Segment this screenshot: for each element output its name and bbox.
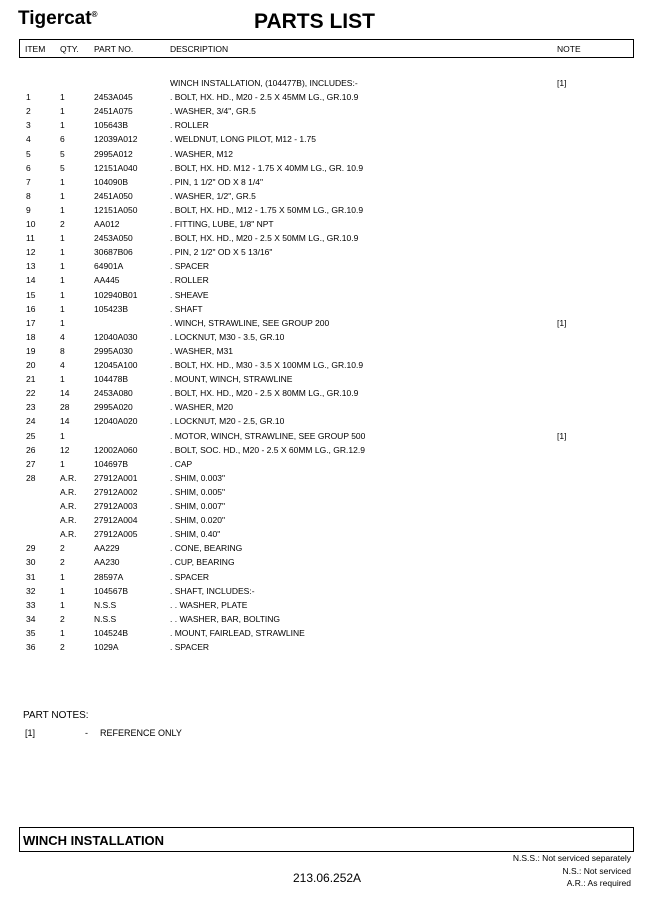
table-row	[0, 543, 653, 557]
table-row	[0, 431, 653, 445]
table-row	[0, 78, 653, 92]
row-item: 34	[26, 613, 36, 624]
row-item: 21	[26, 374, 36, 385]
table-row	[0, 346, 653, 360]
row-description: . BOLT, HX. HD. M12 - 1.75 X 40MM LG., GR. 10.9	[170, 162, 364, 173]
row-item: 10	[26, 219, 36, 229]
section-title-box	[19, 827, 634, 852]
row-item: 9	[26, 204, 31, 215]
row-item: 36	[26, 642, 36, 652]
row-item: 26	[26, 444, 36, 455]
row-part-no: 27912A003	[94, 501, 138, 511]
row-part-no: 27912A004	[94, 515, 138, 526]
row-qty: 1	[60, 247, 65, 258]
row-qty: 14	[60, 388, 70, 399]
row-description: . LOCKNUT, M30 - 3.5, GR.10	[170, 331, 285, 342]
row-part-no: 2995A012	[94, 148, 133, 159]
row-qty: 1	[60, 176, 65, 187]
row-description: . PIN, 2 1/2" OD X 5 13/16"	[170, 247, 273, 258]
row-item: 32	[26, 585, 36, 596]
row-qty: 5	[60, 148, 65, 159]
row-qty: 1	[60, 303, 65, 314]
row-part-no: 12045A100	[94, 360, 138, 370]
row-item: 30	[26, 557, 36, 568]
row-qty: 1	[60, 599, 65, 610]
row-part-no: 12039A012	[94, 134, 138, 145]
row-part-no: 12040A020	[94, 416, 138, 427]
row-qty: 2	[60, 642, 65, 652]
table-header	[19, 39, 634, 58]
row-description: . SHIM, 0.005"	[170, 486, 225, 497]
row-part-no: AA230	[94, 557, 120, 568]
table-row	[0, 247, 653, 261]
page-title: PARTS LIST	[254, 10, 375, 33]
row-qty: 1	[60, 233, 65, 244]
row-description: . BOLT, SOC. HD., M20 - 2.5 X 60MM LG., GR.12.9	[170, 444, 365, 455]
row-part-no: AA229	[94, 543, 120, 554]
part-note-dash: -	[85, 728, 88, 738]
row-qty: 1	[60, 374, 65, 385]
row-part-no: 2453A080	[94, 388, 133, 399]
registered-mark: ®	[91, 10, 98, 19]
row-part-no: 2995A020	[94, 402, 133, 413]
row-qty: 1	[60, 458, 65, 469]
row-qty: 1	[60, 92, 65, 103]
row-part-no: 104478B	[94, 374, 129, 385]
row-part-no: 105643B	[94, 120, 129, 131]
header-description: DESCRIPTION	[170, 44, 229, 54]
table-row	[0, 572, 653, 586]
row-part-no: AA012	[94, 219, 120, 229]
header-note: NOTE	[557, 44, 581, 54]
row-qty: 8	[60, 345, 65, 356]
row-description: . SHAFT	[170, 303, 203, 314]
row-qty: 4	[60, 331, 65, 342]
row-qty: 6	[60, 134, 65, 145]
row-description: . WELDNUT, LONG PILOT, M12 - 1.75	[170, 134, 316, 145]
row-description: WINCH INSTALLATION, (104477B), INCLUDES:-	[170, 78, 358, 88]
row-description: . WASHER, M31	[170, 345, 233, 356]
row-qty: 14	[60, 416, 70, 427]
row-description: . SPACER	[170, 261, 210, 272]
row-qty: 1	[60, 289, 65, 300]
row-qty: 1	[60, 317, 65, 328]
part-note-text: REFERENCE ONLY	[100, 728, 182, 738]
row-note: [1]	[557, 317, 567, 328]
table-row	[0, 374, 653, 388]
row-item: 27	[26, 458, 36, 469]
row-description: . SPACER	[170, 642, 210, 652]
table-row	[0, 120, 653, 134]
row-description: . WASHER, M20	[170, 402, 233, 413]
row-description: . BOLT, HX. HD., M20 - 2.5 X 45MM LG., GR.10.9	[170, 92, 359, 103]
row-item: 2	[26, 106, 31, 117]
legend-ns: N.S.: Not serviced	[562, 866, 631, 876]
row-item: 31	[26, 571, 36, 582]
row-item: 23	[26, 402, 36, 413]
row-part-no: 104524B	[94, 627, 129, 638]
table-row	[0, 628, 653, 642]
row-part-no: 1029A	[94, 642, 119, 652]
row-description: . BOLT, HX. HD., M20 - 2.5 X 50MM LG., GR.10.9	[170, 233, 359, 244]
row-description: . BOLT, HX. HD., M12 - 1.75 X 50MM LG., GR.10.9	[170, 204, 364, 215]
row-description: . WASHER, M12	[170, 148, 233, 159]
row-qty: 1	[60, 585, 65, 596]
row-part-no: 12151A050	[94, 204, 138, 215]
row-note: [1]	[557, 78, 567, 88]
row-description: . CAP	[170, 458, 193, 469]
row-qty: 1	[60, 204, 65, 215]
table-row	[0, 642, 653, 656]
row-qty: 2	[60, 613, 65, 624]
row-description: . MOUNT, FAIRLEAD, STRAWLINE	[170, 627, 305, 638]
row-item: 14	[26, 275, 36, 286]
row-part-no: 2451A075	[94, 106, 133, 117]
row-item: 13	[26, 261, 36, 272]
row-qty: 2	[60, 543, 65, 554]
row-qty: 1	[60, 120, 65, 131]
row-description: . FITTING, LUBE, 1/8" NPT	[170, 219, 274, 229]
row-qty: 12	[60, 444, 70, 455]
row-item: 1	[26, 92, 31, 103]
row-description: . MOTOR, WINCH, STRAWLINE, SEE GROUP 500	[170, 430, 366, 441]
row-item: 6	[26, 162, 31, 173]
table-row	[0, 529, 653, 543]
table-row	[0, 177, 653, 191]
row-part-no: N.S.S	[94, 613, 117, 624]
row-description: . SHAFT, INCLUDES:-	[170, 585, 255, 596]
row-item: 7	[26, 176, 31, 187]
row-description: . WASHER, 1/2", GR.5	[170, 190, 256, 201]
row-item: 5	[26, 148, 31, 159]
row-description: . SHIM, 0.020"	[170, 515, 225, 526]
row-item: 11	[26, 233, 35, 244]
document-number: 213.06.252A	[293, 871, 362, 885]
row-qty: A.R.	[60, 472, 77, 483]
table-row	[0, 191, 653, 205]
row-item: 12	[26, 247, 36, 258]
table-row	[0, 515, 653, 529]
row-description: . LOCKNUT, M20 - 2.5, GR.10	[170, 416, 285, 427]
row-qty: A.R.	[60, 486, 77, 497]
row-description: . . WASHER, PLATE	[170, 599, 248, 610]
table-row	[0, 275, 653, 289]
row-item: 3	[26, 120, 31, 131]
row-item: 15	[26, 289, 36, 300]
header-part-no: PART NO.	[94, 44, 134, 54]
table-row	[0, 501, 653, 515]
row-description: . CONE, BEARING	[170, 543, 243, 554]
row-description: . PIN, 1 1/2" OD X 8 1/4"	[170, 176, 263, 187]
row-part-no: 2453A050	[94, 233, 133, 244]
table-row	[0, 149, 653, 163]
legend-nss: N.S.S.: Not serviced separately	[512, 853, 631, 863]
row-qty: A.R.	[60, 501, 77, 511]
row-part-no: 27912A005	[94, 529, 138, 540]
row-item: 33	[26, 599, 36, 610]
row-qty: 1	[60, 190, 65, 201]
table-row	[0, 402, 653, 416]
row-item: 29	[26, 543, 36, 554]
header-item: ITEM	[25, 44, 46, 54]
section-title: WINCH INSTALLATION	[23, 833, 165, 848]
row-qty: 5	[60, 162, 65, 173]
row-description: . WINCH, STRAWLINE, SEE GROUP 200	[170, 317, 330, 328]
row-item: 8	[26, 190, 31, 201]
row-qty: 2	[60, 557, 65, 568]
row-description: . . WASHER, BAR, BOLTING	[170, 613, 281, 624]
legend-ar: A.R.: As required	[566, 878, 631, 888]
table-row	[0, 106, 653, 120]
table-row	[0, 233, 653, 247]
row-description: . ROLLER	[170, 120, 209, 131]
row-part-no: 27912A002	[94, 486, 138, 497]
row-item: 20	[26, 360, 36, 370]
row-qty: 1	[60, 571, 65, 582]
row-part-no: 105423B	[94, 303, 129, 314]
table-row	[0, 360, 653, 374]
part-note-ref: [1]	[25, 728, 36, 738]
row-description: . SHIM, 0.007"	[170, 501, 225, 511]
row-qty: A.R.	[60, 529, 77, 540]
row-item: 22	[26, 388, 36, 399]
row-part-no: AA445	[94, 275, 120, 286]
row-qty: 4	[60, 360, 65, 370]
brand-name: Tigercat	[18, 8, 92, 29]
row-item: 19	[26, 345, 36, 356]
table-row	[0, 487, 653, 501]
part-notes-title: PART NOTES:	[23, 710, 89, 721]
row-description: . CUP, BEARING	[170, 557, 235, 568]
table-row	[0, 290, 653, 304]
table-row	[0, 261, 653, 275]
table-row	[0, 445, 653, 459]
table-row	[0, 134, 653, 148]
row-description: . WASHER, 3/4", GR.5	[170, 106, 256, 117]
table-row	[0, 304, 653, 318]
row-qty: 1	[60, 261, 65, 272]
row-item: 4	[26, 134, 31, 145]
row-part-no: 30687B06	[94, 247, 133, 258]
table-row	[0, 473, 653, 487]
row-part-no: 28597A	[94, 571, 124, 582]
row-description: . SHIM, 0.003"	[170, 472, 225, 483]
row-description: . SPACER	[170, 571, 210, 582]
row-item: 35	[26, 627, 36, 638]
table-row	[0, 388, 653, 402]
row-part-no: 2995A030	[94, 345, 133, 356]
row-part-no: 12151A040	[94, 162, 138, 173]
table-row	[0, 586, 653, 600]
row-part-no: 27912A001	[94, 472, 138, 483]
row-part-no: 104697B	[94, 458, 129, 469]
row-item: 16	[26, 303, 36, 314]
row-part-no: 12002A060	[94, 444, 138, 455]
row-part-no: 104090B	[94, 176, 129, 187]
row-description: . ROLLER	[170, 275, 209, 286]
table-row	[0, 92, 653, 106]
row-description: . SHEAVE	[170, 289, 209, 300]
table-row	[0, 332, 653, 346]
row-part-no: 64901A	[94, 261, 124, 272]
table-row	[0, 600, 653, 614]
row-qty: A.R.	[60, 515, 77, 526]
row-part-no: N.S.S	[94, 599, 117, 610]
row-qty: 1	[60, 106, 65, 117]
row-item: 24	[26, 416, 36, 427]
row-description: . BOLT, HX. HD., M30 - 3.5 X 100MM LG., GR.10.9	[170, 360, 364, 370]
row-description: . MOUNT, WINCH, STRAWLINE	[170, 374, 293, 385]
row-item: 28	[26, 472, 36, 483]
table-row	[0, 557, 653, 571]
row-item: 17	[26, 317, 36, 328]
header-qty: QTY.	[60, 44, 79, 54]
table-row	[0, 459, 653, 473]
row-item: 18	[26, 331, 36, 342]
table-row	[0, 219, 653, 233]
table-row	[0, 614, 653, 628]
row-qty: 28	[60, 402, 70, 413]
row-note: [1]	[557, 430, 567, 441]
row-part-no: 104567B	[94, 585, 129, 596]
table-row	[0, 163, 653, 177]
row-part-no: 2453A045	[94, 92, 133, 103]
table-row	[0, 318, 653, 332]
row-item: 25	[26, 430, 36, 441]
row-part-no: 102940B01	[94, 289, 138, 300]
row-description: . BOLT, HX. HD., M20 - 2.5 X 80MM LG., GR.10.9	[170, 388, 359, 399]
row-part-no: 12040A030	[94, 331, 138, 342]
row-qty: 1	[60, 627, 65, 638]
table-row	[0, 416, 653, 430]
table-row	[0, 205, 653, 219]
row-qty: 2	[60, 219, 65, 229]
row-qty: 1	[60, 430, 65, 441]
row-part-no: 2451A050	[94, 190, 133, 201]
row-qty: 1	[60, 275, 65, 286]
row-description: . SHIM, 0.40"	[170, 529, 221, 540]
